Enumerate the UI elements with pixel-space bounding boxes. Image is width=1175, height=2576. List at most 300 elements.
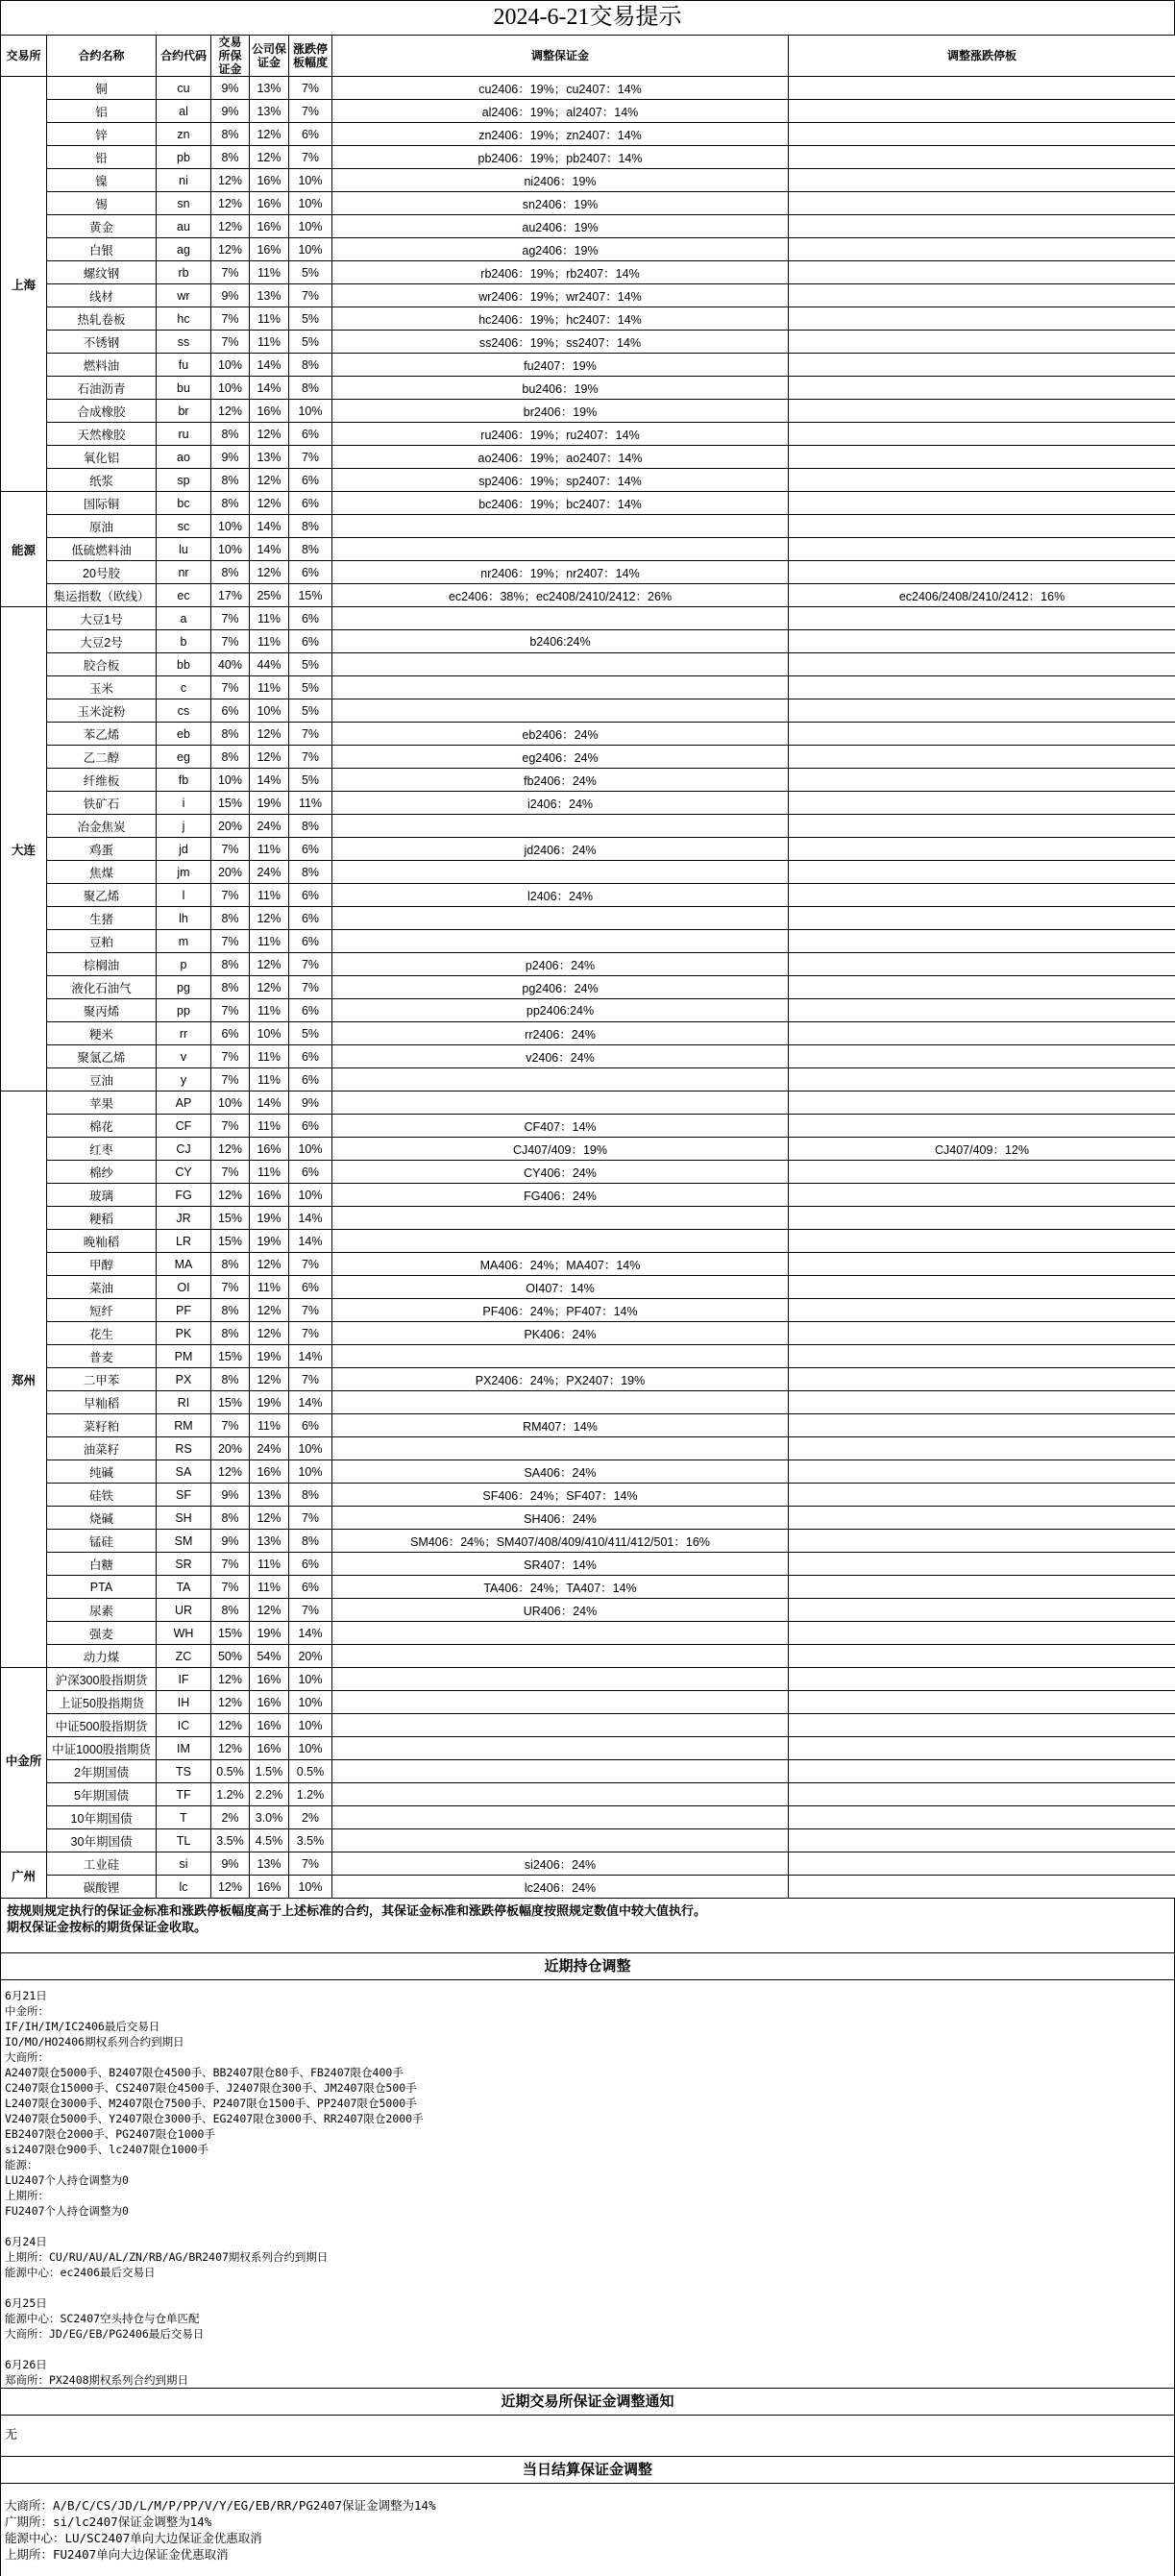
exchange-margin-cell: 7% [211, 930, 250, 953]
header-contract-name: 合约名称 [47, 36, 157, 77]
contract-code-cell: RI [157, 1391, 211, 1414]
adjusted-margin-cell [332, 1760, 789, 1783]
contract-name-cell: 铝 [47, 100, 157, 123]
contract-code-cell: FG [157, 1184, 211, 1207]
exchange-margin-cell: 9% [211, 100, 250, 123]
adjusted-limit-cell [789, 307, 1175, 331]
price-limit-cell: 7% [289, 976, 332, 999]
contract-name-cell: 玉米 [47, 676, 157, 699]
exchange-margin-cell: 8% [211, 423, 250, 446]
contract-code-cell: lc [157, 1876, 211, 1899]
price-limit-cell: 6% [289, 1414, 332, 1437]
table-row [1, 538, 1175, 561]
adjusted-margin-cell [332, 1714, 789, 1737]
adjusted-limit-cell [789, 1391, 1175, 1414]
price-limit-cell: 7% [289, 284, 332, 307]
adjusted-margin-cell: CF407：14% [332, 1115, 789, 1138]
contract-code-cell: y [157, 1068, 211, 1092]
price-limit-cell: 7% [289, 1852, 332, 1876]
table-row [1, 1783, 1175, 1806]
adjusted-margin-cell: ss2406：19%；ss2407：14% [332, 331, 789, 354]
contract-name-cell: 黄金 [47, 215, 157, 238]
exchange-margin-cell: 12% [211, 1184, 250, 1207]
adjusted-margin-cell: nr2406：19%；nr2407：14% [332, 561, 789, 584]
contract-code-cell: TL [157, 1829, 211, 1852]
company-margin-cell: 11% [250, 1276, 289, 1299]
contract-code-cell: hc [157, 307, 211, 331]
price-limit-cell: 7% [289, 1299, 332, 1322]
contract-code-cell: PM [157, 1345, 211, 1368]
contract-name-cell: 2年期国债 [47, 1760, 157, 1783]
adjusted-margin-cell: CJ407/409：19% [332, 1138, 789, 1161]
exchange-margin-cell: 20% [211, 815, 250, 838]
adjusted-limit-cell [789, 1484, 1175, 1507]
adjusted-margin-cell: al2406：19%；al2407：14% [332, 100, 789, 123]
contract-name-cell: 菜籽粕 [47, 1414, 157, 1437]
adjusted-limit-cell [789, 653, 1175, 676]
company-margin-cell: 12% [250, 146, 289, 169]
exchange-cell: 广州 [1, 1852, 47, 1899]
exchange-margin-cell: 6% [211, 1022, 250, 1045]
contract-code-cell: sp [157, 469, 211, 492]
price-limit-cell: 7% [289, 1368, 332, 1391]
adjusted-margin-cell: eg2406：24% [332, 746, 789, 769]
table-row [1, 1714, 1175, 1737]
exchange-margin-cell: 8% [211, 469, 250, 492]
price-limit-cell: 5% [289, 699, 332, 723]
adjusted-margin-cell: p2406：24% [332, 953, 789, 976]
contract-name-cell: 大豆1号 [47, 607, 157, 630]
adjusted-margin-cell [332, 815, 789, 838]
exchange-margin-cell: 9% [211, 77, 250, 100]
table-row [1, 561, 1175, 584]
company-margin-cell: 16% [250, 1691, 289, 1714]
contract-code-cell: bb [157, 653, 211, 676]
company-margin-cell: 4.5% [250, 1829, 289, 1852]
table-row [1, 1806, 1175, 1829]
exchange-margin-cell: 7% [211, 1276, 250, 1299]
price-limit-cell: 6% [289, 630, 332, 653]
contract-code-cell: lu [157, 538, 211, 561]
exchange-margin-cell: 8% [211, 723, 250, 746]
table-row [1, 1207, 1175, 1230]
contract-name-cell: 粳米 [47, 1022, 157, 1045]
price-limit-cell: 2% [289, 1806, 332, 1829]
contract-name-cell: 碳酸锂 [47, 1876, 157, 1899]
margin-table [0, 35, 1175, 1899]
contract-code-cell: fb [157, 769, 211, 792]
contract-name-cell: 强麦 [47, 1622, 157, 1645]
company-margin-cell: 13% [250, 1530, 289, 1553]
price-limit-cell: 10% [289, 1184, 332, 1207]
table-row [1, 699, 1175, 723]
adjusted-margin-cell: SF406：24%；SF407：14% [332, 1484, 789, 1507]
company-margin-cell: 12% [250, 976, 289, 999]
exchange-margin-cell: 8% [211, 1299, 250, 1322]
table-row [1, 907, 1175, 930]
table-row [1, 1391, 1175, 1414]
adjusted-margin-cell [332, 1668, 789, 1691]
contract-name-cell: 苯乙烯 [47, 723, 157, 746]
exchange-margin-cell: 10% [211, 354, 250, 377]
company-margin-cell: 12% [250, 746, 289, 769]
exchange-margin-cell: 8% [211, 746, 250, 769]
header-contract-code: 合约代码 [157, 36, 211, 77]
contract-code-cell: AP [157, 1092, 211, 1115]
table-row [1, 1484, 1175, 1507]
contract-code-cell: SF [157, 1484, 211, 1507]
contract-name-cell: 纯碱 [47, 1460, 157, 1484]
contract-name-cell: 集运指数（欧线） [47, 584, 157, 607]
adjusted-margin-cell [332, 1207, 789, 1230]
exchange-margin-cell: 7% [211, 607, 250, 630]
contract-name-cell: 花生 [47, 1322, 157, 1345]
adjusted-margin-cell [332, 1783, 789, 1806]
company-margin-cell: 14% [250, 515, 289, 538]
contract-name-cell: 镍 [47, 169, 157, 192]
contract-code-cell: TA [157, 1576, 211, 1599]
table-row [1, 1115, 1175, 1138]
price-limit-cell: 6% [289, 838, 332, 861]
adjusted-limit-cell [789, 1092, 1175, 1115]
contract-name-cell: 菜油 [47, 1276, 157, 1299]
price-limit-cell: 14% [289, 1391, 332, 1414]
exchange-margin-cell: 9% [211, 284, 250, 307]
price-limit-cell: 6% [289, 999, 332, 1022]
contract-name-cell: 聚丙烯 [47, 999, 157, 1022]
table-row [1, 1668, 1175, 1691]
contract-code-cell: eg [157, 746, 211, 769]
header-exchange: 交易所 [1, 36, 47, 77]
adjusted-margin-cell [332, 1806, 789, 1829]
company-margin-cell: 12% [250, 1368, 289, 1391]
contract-name-cell: 铅 [47, 146, 157, 169]
table-row [1, 1045, 1175, 1068]
adjusted-margin-cell: ru2406：19%；ru2407：14% [332, 423, 789, 446]
contract-code-cell: ru [157, 423, 211, 446]
price-limit-cell: 8% [289, 861, 332, 884]
contract-name-cell: 中证1000股指期货 [47, 1737, 157, 1760]
contract-code-cell: rr [157, 1022, 211, 1045]
company-margin-cell: 24% [250, 815, 289, 838]
price-limit-cell: 6% [289, 607, 332, 630]
adjusted-limit-cell [789, 815, 1175, 838]
adjusted-margin-cell: pb2406：19%；pb2407：14% [332, 146, 789, 169]
contract-code-cell: SM [157, 1530, 211, 1553]
contract-code-cell: i [157, 792, 211, 815]
adjusted-limit-cell [789, 1783, 1175, 1806]
price-limit-cell: 8% [289, 377, 332, 400]
contract-name-cell: 棉花 [47, 1115, 157, 1138]
exchange-margin-cell: 7% [211, 1553, 250, 1576]
exchange-cell: 上海 [1, 77, 47, 492]
company-margin-cell: 11% [250, 261, 289, 284]
price-limit-cell: 6% [289, 1068, 332, 1092]
exchange-margin-cell: 15% [211, 1230, 250, 1253]
table-row [1, 261, 1175, 284]
adjusted-limit-cell [789, 354, 1175, 377]
price-limit-cell: 1.2% [289, 1783, 332, 1806]
contract-code-cell: PF [157, 1299, 211, 1322]
price-limit-cell: 6% [289, 1276, 332, 1299]
table-row [1, 469, 1175, 492]
company-margin-cell: 14% [250, 354, 289, 377]
table-row [1, 492, 1175, 515]
adjusted-margin-cell: ni2406：19% [332, 169, 789, 192]
company-margin-cell: 19% [250, 1345, 289, 1368]
adjusted-limit-cell [789, 976, 1175, 999]
adjusted-limit-cell [789, 400, 1175, 423]
exchange-margin-cell: 12% [211, 1460, 250, 1484]
exchange-margin-cell: 17% [211, 584, 250, 607]
contract-code-cell: au [157, 215, 211, 238]
adjusted-margin-cell: fu2407：19% [332, 354, 789, 377]
contract-code-cell: CJ [157, 1138, 211, 1161]
exchange-margin-cell: 50% [211, 1645, 250, 1668]
table-row [1, 400, 1175, 423]
company-margin-cell: 16% [250, 192, 289, 215]
price-limit-cell: 5% [289, 676, 332, 699]
company-margin-cell: 13% [250, 1484, 289, 1507]
adjusted-margin-cell [332, 538, 789, 561]
price-limit-cell: 5% [289, 261, 332, 284]
price-limit-cell: 6% [289, 561, 332, 584]
contract-name-cell: 锌 [47, 123, 157, 146]
contract-name-cell: 豆油 [47, 1068, 157, 1092]
adjusted-limit-cell [789, 1599, 1175, 1622]
company-margin-cell: 24% [250, 1437, 289, 1460]
price-limit-cell: 8% [289, 515, 332, 538]
adjusted-limit-cell [789, 1645, 1175, 1668]
adjusted-margin-cell: l2406：24% [332, 884, 789, 907]
contract-name-cell: 聚氯乙烯 [47, 1045, 157, 1068]
adjusted-limit-cell [789, 1414, 1175, 1437]
exchange-margin-cell: 8% [211, 123, 250, 146]
exchange-margin-cell: 12% [211, 1737, 250, 1760]
contract-name-cell: 尿素 [47, 1599, 157, 1622]
adjusted-margin-cell: PX2406：24%；PX2407：19% [332, 1368, 789, 1391]
exchange-margin-cell: 12% [211, 1876, 250, 1899]
contract-code-cell: IF [157, 1668, 211, 1691]
contract-name-cell: 30年期国债 [47, 1829, 157, 1852]
company-margin-cell: 13% [250, 1852, 289, 1876]
company-margin-cell: 12% [250, 492, 289, 515]
adjusted-limit-cell [789, 723, 1175, 746]
company-margin-cell: 11% [250, 1068, 289, 1092]
adjusted-limit-cell [789, 1806, 1175, 1829]
company-margin-cell: 19% [250, 792, 289, 815]
table-row [1, 1737, 1175, 1760]
table-row [1, 1460, 1175, 1484]
price-limit-cell: 7% [289, 77, 332, 100]
contract-name-cell: 天然橡胶 [47, 423, 157, 446]
exchange-margin-cell: 8% [211, 1368, 250, 1391]
contract-code-cell: UR [157, 1599, 211, 1622]
table-row [1, 1022, 1175, 1045]
contract-code-cell: LR [157, 1230, 211, 1253]
adjusted-margin-cell: PF406：24%；PF407：14% [332, 1299, 789, 1322]
exchange-margin-cell: 1.2% [211, 1783, 250, 1806]
contract-name-cell: 铜 [47, 77, 157, 100]
company-margin-cell: 12% [250, 1507, 289, 1530]
company-margin-cell: 16% [250, 1876, 289, 1899]
adjusted-limit-cell: ec2406/2408/2410/2412：16% [789, 584, 1175, 607]
adjusted-limit-cell [789, 1068, 1175, 1092]
contract-name-cell: 胶合板 [47, 653, 157, 676]
position-adjustment-title: 近期持仓调整 [0, 1953, 1175, 1980]
contract-code-cell: TF [157, 1783, 211, 1806]
price-limit-cell: 10% [289, 1714, 332, 1737]
contract-name-cell: 纤维板 [47, 769, 157, 792]
company-margin-cell: 11% [250, 607, 289, 630]
contract-code-cell: T [157, 1806, 211, 1829]
contract-code-cell: ec [157, 584, 211, 607]
adjusted-limit-cell [789, 1714, 1175, 1737]
adjusted-margin-cell [332, 607, 789, 630]
exchange-margin-cell: 8% [211, 1253, 250, 1276]
company-margin-cell: 2.2% [250, 1783, 289, 1806]
adjusted-margin-cell [332, 1230, 789, 1253]
table-row [1, 838, 1175, 861]
adjusted-limit-cell [789, 1622, 1175, 1645]
price-limit-cell: 7% [289, 1322, 332, 1345]
adjusted-limit-cell [789, 1345, 1175, 1368]
adjusted-limit-cell [789, 1691, 1175, 1714]
exchange-margin-cell: 12% [211, 192, 250, 215]
table-row [1, 354, 1175, 377]
adjusted-margin-cell: bu2406：19% [332, 377, 789, 400]
price-limit-cell: 14% [289, 1230, 332, 1253]
contract-name-cell: 锡 [47, 192, 157, 215]
price-limit-cell: 8% [289, 538, 332, 561]
table-row [1, 815, 1175, 838]
exchange-margin-cell: 12% [211, 169, 250, 192]
adjusted-margin-cell: SM406：24%；SM407/408/409/410/411/412/501：16% [332, 1530, 789, 1553]
table-row [1, 1138, 1175, 1161]
table-row [1, 584, 1175, 607]
price-limit-cell: 10% [289, 1138, 332, 1161]
contract-name-cell: 上证50股指期货 [47, 1691, 157, 1714]
table-row [1, 1368, 1175, 1391]
adjusted-limit-cell [789, 630, 1175, 653]
company-margin-cell: 54% [250, 1645, 289, 1668]
adjusted-margin-cell: rr2406：24% [332, 1022, 789, 1045]
adjusted-margin-cell [332, 1345, 789, 1368]
contract-name-cell: 不锈钢 [47, 331, 157, 354]
table-row [1, 77, 1175, 100]
contract-name-cell: 20号胶 [47, 561, 157, 584]
contract-code-cell: nr [157, 561, 211, 584]
adjusted-limit-cell [789, 77, 1175, 100]
contract-name-cell: 线材 [47, 284, 157, 307]
exchange-margin-cell: 15% [211, 1207, 250, 1230]
table-header-row [1, 36, 1175, 77]
company-margin-cell: 11% [250, 630, 289, 653]
adjusted-limit-cell [789, 123, 1175, 146]
table-row [1, 999, 1175, 1022]
contract-name-cell: 螺纹钢 [47, 261, 157, 284]
adjusted-limit-cell [789, 423, 1175, 446]
adjusted-limit-cell [789, 1460, 1175, 1484]
company-margin-cell: 11% [250, 930, 289, 953]
price-limit-cell: 10% [289, 400, 332, 423]
price-limit-cell: 10% [289, 1876, 332, 1899]
price-limit-cell: 0.5% [289, 1760, 332, 1783]
exchange-margin-cell: 40% [211, 653, 250, 676]
adjusted-limit-cell [789, 446, 1175, 469]
table-row [1, 1691, 1175, 1714]
table-row [1, 1829, 1175, 1852]
table-row [1, 769, 1175, 792]
company-margin-cell: 14% [250, 538, 289, 561]
contract-name-cell: 低硫燃料油 [47, 538, 157, 561]
header-price-limit: 涨跌停板幅度 [289, 36, 332, 77]
company-margin-cell: 12% [250, 561, 289, 584]
adjusted-margin-cell [332, 699, 789, 723]
company-margin-cell: 16% [250, 215, 289, 238]
exchange-margin-cell: 9% [211, 1484, 250, 1507]
price-limit-cell: 9% [289, 1092, 332, 1115]
adjusted-limit-cell [789, 1876, 1175, 1899]
contract-name-cell: 玻璃 [47, 1184, 157, 1207]
contract-name-cell: 冶金焦炭 [47, 815, 157, 838]
price-limit-cell: 6% [289, 930, 332, 953]
contract-code-cell: j [157, 815, 211, 838]
contract-name-cell: 5年期国债 [47, 1783, 157, 1806]
exchange-margin-cell: 20% [211, 1437, 250, 1460]
table-row [1, 215, 1175, 238]
adjusted-limit-cell [789, 1852, 1175, 1876]
exchange-margin-cell: 10% [211, 515, 250, 538]
table-row [1, 1184, 1175, 1207]
contract-name-cell: 油菜籽 [47, 1437, 157, 1460]
adjusted-margin-cell [332, 1622, 789, 1645]
company-margin-cell: 11% [250, 884, 289, 907]
contract-name-cell: 生猪 [47, 907, 157, 930]
price-limit-cell: 10% [289, 215, 332, 238]
company-margin-cell: 12% [250, 423, 289, 446]
contract-name-cell: 氧化铝 [47, 446, 157, 469]
contract-name-cell: 动力煤 [47, 1645, 157, 1668]
company-margin-cell: 10% [250, 699, 289, 723]
company-margin-cell: 25% [250, 584, 289, 607]
contract-code-cell: lh [157, 907, 211, 930]
table-row [1, 884, 1175, 907]
price-limit-cell: 5% [289, 331, 332, 354]
table-row [1, 792, 1175, 815]
adjusted-limit-cell [789, 1045, 1175, 1068]
table-row [1, 423, 1175, 446]
adjusted-margin-cell: OI407：14% [332, 1276, 789, 1299]
exchange-margin-cell: 0.5% [211, 1760, 250, 1783]
table-row [1, 1760, 1175, 1783]
contract-name-cell: 石油沥青 [47, 377, 157, 400]
adjusted-limit-cell [789, 1368, 1175, 1391]
company-margin-cell: 11% [250, 1115, 289, 1138]
contract-code-cell: pb [157, 146, 211, 169]
rule-note-line-1: 按规则规定执行的保证金标准和涨跌停板幅度高于上述标准的合约，其保证金标准和涨跌停板幅度按照规定数值中较大值执行。 [7, 1903, 707, 1918]
adjusted-limit-cell [789, 999, 1175, 1022]
exchange-margin-cell: 7% [211, 1576, 250, 1599]
exchange-cell: 中金所 [1, 1668, 47, 1852]
adjusted-margin-cell: hc2406：19%；hc2407：14% [332, 307, 789, 331]
adjusted-limit-cell [789, 930, 1175, 953]
contract-code-cell: b [157, 630, 211, 653]
contract-code-cell: br [157, 400, 211, 423]
company-margin-cell: 19% [250, 1207, 289, 1230]
company-margin-cell: 14% [250, 769, 289, 792]
contract-name-cell: 纸浆 [47, 469, 157, 492]
